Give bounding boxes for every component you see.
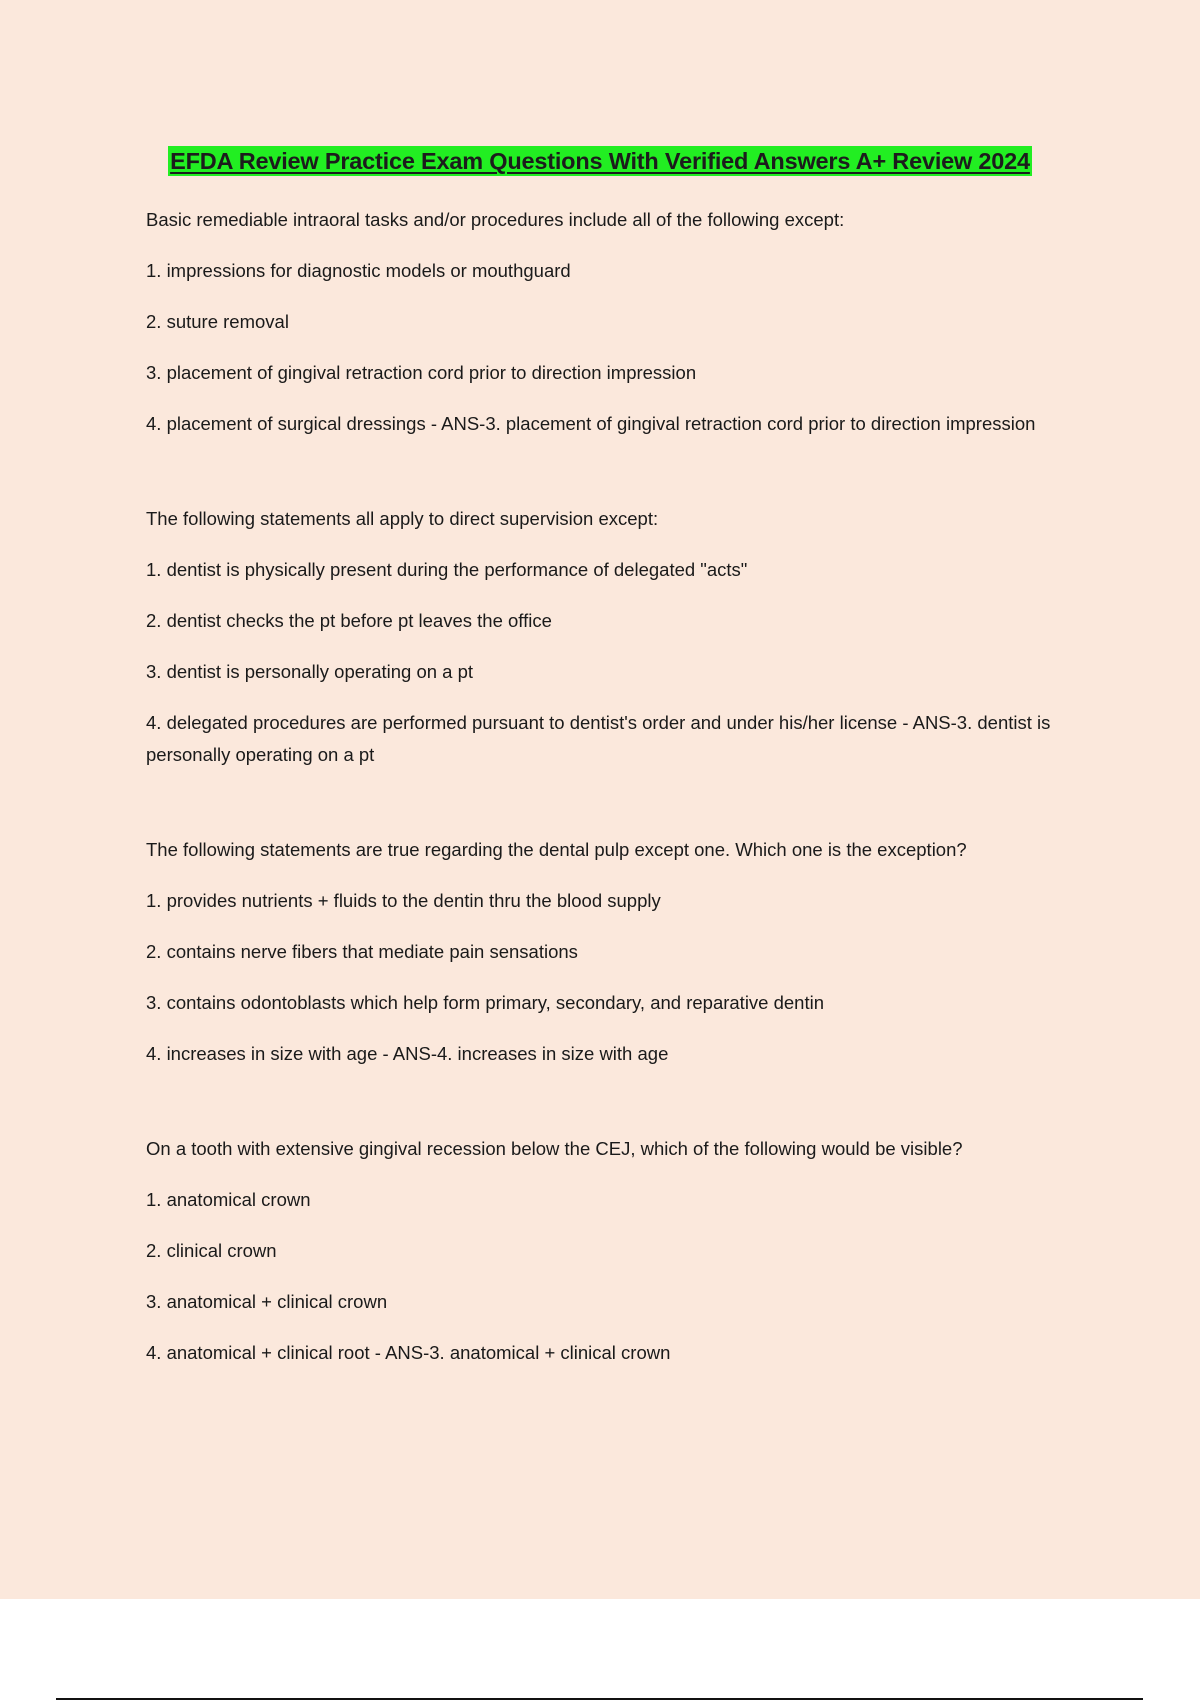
question-1: [146, 204, 1066, 440]
answer-option: 2. clinical crown: [146, 1240, 277, 1261]
answer-option: 3. dentist is personally operating on a pt: [146, 661, 474, 682]
answer-option-with-answer: 4. delegated procedures are performed pursuant to dentist's order and under his/her license - ANS-3. dentist is personally operating on a pt: [146, 712, 1051, 765]
questions-list: [146, 204, 1066, 1432]
document-title: EFDA Review Practice Exam Questions With Verified Answers A+ Review 2024: [170, 148, 1030, 174]
question-prompt: Basic remediable intraoral tasks and/or procedures include all of the following except:: [146, 209, 845, 230]
question-3: [146, 834, 1066, 1070]
question-prompt: On a tooth with extensive gingival recession below the CEJ, which of the following would be visible?: [146, 1138, 963, 1159]
answer-option-with-answer: 4. placement of surgical dressings - ANS-3. placement of gingival retraction cord prior to direction impression: [146, 413, 1036, 434]
answer-option: 3. placement of gingival retraction cord prior to direction impression: [146, 362, 697, 383]
answer-option: 2. contains nerve fibers that mediate pain sensations: [146, 941, 578, 962]
answer-option: 2. suture removal: [146, 311, 289, 332]
answer-option: 1. provides nutrients + fluids to the dentin thru the blood supply: [146, 890, 661, 911]
title-wrap: [0, 146, 1200, 176]
question-4: [146, 1133, 1066, 1369]
question-2: [146, 503, 1066, 771]
answer-option: 1. dentist is physically present during the performance of delegated "acts": [146, 559, 748, 580]
answer-option-with-answer: 4. increases in size with age - ANS-4. increases in size with age: [146, 1043, 669, 1064]
answer-option: 2. dentist checks the pt before pt leaves the office: [146, 610, 552, 631]
answer-option: 3. anatomical + clinical crown: [146, 1291, 388, 1312]
question-prompt: The following statements all apply to direct supervision except:: [146, 508, 659, 529]
answer-option: 3. contains odontoblasts which help form primary, secondary, and reparative dentin: [146, 992, 825, 1013]
question-prompt: The following statements are true regarding the dental pulp except one. Which one is the exception?: [146, 839, 967, 860]
answer-option: 1. impressions for diagnostic models or mouthguard: [146, 260, 571, 281]
answer-option-with-answer: 4. anatomical + clinical root - ANS-3. anatomical + clinical crown: [146, 1342, 671, 1363]
answer-option: 1. anatomical crown: [146, 1189, 311, 1210]
